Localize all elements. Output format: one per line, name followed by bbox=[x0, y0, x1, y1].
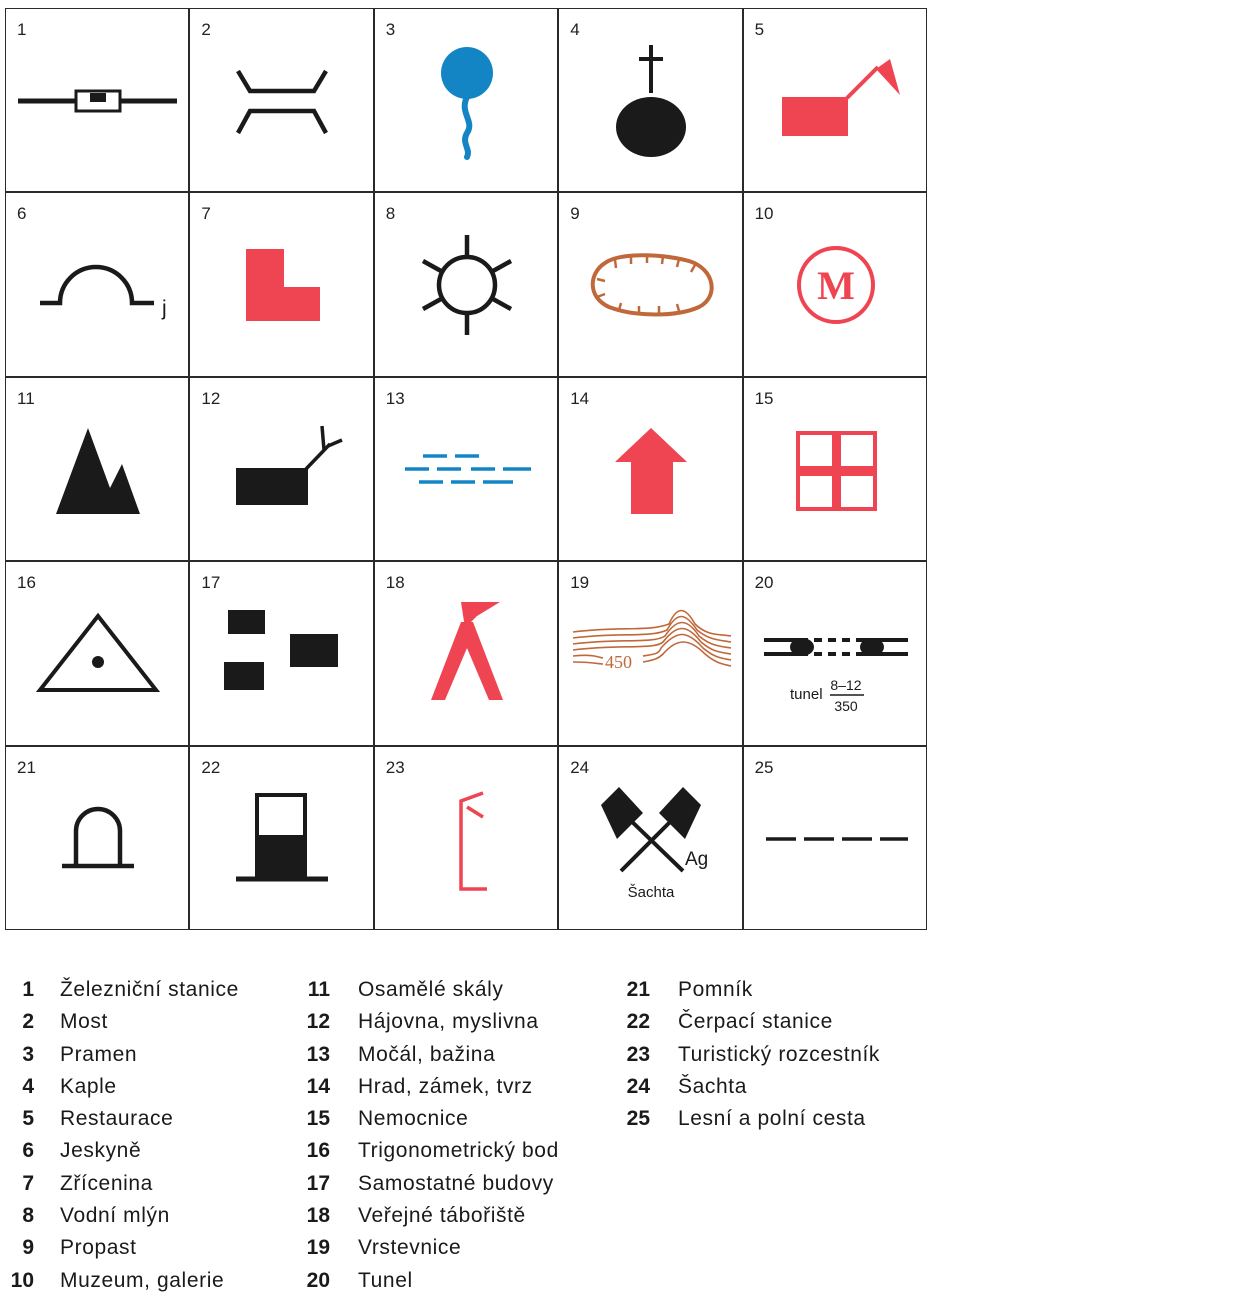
museum-label: M bbox=[816, 263, 855, 309]
legend-item bbox=[0, 1201, 300, 1233]
legend-item bbox=[0, 1169, 300, 1201]
legend-text: Muzeum, galerie bbox=[60, 1268, 225, 1292]
symbol-cell bbox=[5, 192, 189, 376]
symbol-cell bbox=[558, 377, 742, 561]
legend-text: Pramen bbox=[60, 1042, 138, 1066]
legend-item bbox=[290, 1169, 610, 1201]
legend-number: 7 bbox=[22, 1171, 34, 1195]
symbol-cell bbox=[189, 8, 373, 192]
legend-column bbox=[610, 975, 930, 1136]
symbol-number: 10 bbox=[754, 204, 774, 224]
tunnel-fraction-bottom: 350 bbox=[833, 698, 858, 715]
symbol-cell bbox=[558, 8, 742, 192]
legend-text: Restaurace bbox=[60, 1107, 174, 1131]
legend-text: Železniční stanice bbox=[60, 978, 239, 1001]
gamekeeper-lodge-icon bbox=[190, 378, 374, 562]
legend-number: 12 bbox=[306, 1010, 330, 1034]
legend-text: Tunel bbox=[358, 1268, 413, 1292]
symbol-number: 13 bbox=[385, 388, 405, 408]
symbol-number: 5 bbox=[754, 20, 765, 39]
symbol-number: 21 bbox=[17, 757, 36, 777]
legend-text: Most bbox=[60, 1010, 108, 1034]
tunnel-fraction-top: 8–12 bbox=[830, 677, 862, 694]
symbol-number: 4 bbox=[570, 20, 580, 39]
legend-item bbox=[0, 1040, 300, 1072]
symbol-number: 20 bbox=[754, 573, 774, 593]
legend-item bbox=[0, 1007, 300, 1039]
bridge-icon bbox=[190, 9, 374, 193]
water-mill-icon bbox=[375, 193, 559, 377]
symbol-number: 8 bbox=[385, 204, 396, 224]
legend-number: 18 bbox=[306, 1204, 330, 1228]
ruin-icon bbox=[190, 193, 374, 377]
symbol-cell bbox=[374, 561, 558, 745]
forest-path-icon bbox=[744, 747, 928, 931]
legend-text: Hájovna, myslivna bbox=[358, 1010, 539, 1034]
symbol-cell bbox=[189, 192, 373, 376]
legend-item bbox=[0, 1104, 300, 1136]
symbol-number: 22 bbox=[201, 757, 221, 777]
legend-number: 23 bbox=[626, 1042, 650, 1066]
symbol-number: 15 bbox=[754, 388, 774, 408]
symbol-cell bbox=[558, 746, 742, 930]
mine-label: Ag bbox=[685, 848, 709, 870]
sinkhole-icon bbox=[559, 193, 743, 377]
legend-text: Vodní mlýn bbox=[60, 1204, 170, 1228]
symbol-number: 7 bbox=[201, 204, 211, 224]
legend-number: 15 bbox=[306, 1107, 330, 1131]
symbol-cell bbox=[5, 8, 189, 192]
legend-number: 1 bbox=[22, 978, 34, 1001]
castle-icon bbox=[559, 378, 743, 562]
legend-item bbox=[610, 1104, 930, 1136]
rocks-icon bbox=[6, 378, 190, 562]
tunnel-label: tunel bbox=[789, 686, 823, 704]
legend-item bbox=[0, 1266, 300, 1298]
legend-item bbox=[290, 1136, 610, 1168]
symbol-number: 19 bbox=[570, 573, 590, 593]
legend-number: 25 bbox=[626, 1107, 650, 1131]
mine-sublabel: Šachta bbox=[627, 883, 675, 901]
legend-number: 4 bbox=[22, 1074, 34, 1098]
legend-text: Kaple bbox=[60, 1074, 117, 1098]
legend-column bbox=[290, 975, 610, 1298]
legend-item bbox=[610, 975, 930, 1007]
symbol-number: 12 bbox=[201, 388, 221, 408]
legend-text: Turistický rozcestník bbox=[678, 1042, 881, 1066]
signpost-icon bbox=[375, 747, 559, 931]
campsite-icon bbox=[375, 562, 559, 746]
separate-buildings-icon bbox=[190, 562, 374, 746]
legend-item bbox=[610, 1040, 930, 1072]
legend-text: Jeskyně bbox=[60, 1139, 142, 1163]
legend-item bbox=[290, 975, 610, 1007]
legend-item bbox=[0, 1136, 300, 1168]
legend bbox=[0, 975, 1237, 1295]
hospital-icon bbox=[744, 378, 928, 562]
symbol-number: 18 bbox=[385, 573, 405, 593]
swamp-icon bbox=[375, 378, 559, 562]
legend-text: Lesní a polní cesta bbox=[678, 1107, 866, 1131]
legend-text: Hrad, zámek, tvrz bbox=[358, 1074, 533, 1098]
legend-item bbox=[290, 1104, 610, 1136]
legend-item bbox=[290, 1233, 610, 1265]
symbol-cell bbox=[374, 192, 558, 376]
symbol-number: 9 bbox=[570, 204, 580, 224]
legend-text: Vrstevnice bbox=[358, 1236, 462, 1260]
symbol-cell bbox=[374, 8, 558, 192]
legend-number: 5 bbox=[22, 1107, 34, 1131]
legend-text: Samostatné budovy bbox=[358, 1171, 554, 1195]
legend-number: 21 bbox=[626, 978, 650, 1001]
railway-station-icon bbox=[6, 9, 190, 193]
symbol-grid bbox=[5, 8, 927, 930]
legend-number: 6 bbox=[22, 1139, 34, 1163]
petrol-station-icon bbox=[190, 747, 374, 931]
symbol-cell bbox=[189, 377, 373, 561]
spring-icon bbox=[375, 9, 559, 193]
symbol-number: 23 bbox=[385, 757, 405, 777]
legend-text: Pomník bbox=[678, 978, 753, 1001]
mine-shaft-icon bbox=[559, 747, 743, 931]
legend-text: Zřícenina bbox=[60, 1171, 153, 1195]
cave-icon bbox=[6, 193, 190, 377]
symbol-cell bbox=[743, 561, 927, 745]
cave-label: j bbox=[162, 297, 167, 321]
legend-item bbox=[290, 1072, 610, 1104]
legend-item bbox=[290, 1201, 610, 1233]
symbol-cell bbox=[5, 377, 189, 561]
legend-number: 22 bbox=[626, 1010, 650, 1034]
legend-number: 10 bbox=[10, 1268, 34, 1292]
legend-item bbox=[290, 1040, 610, 1072]
legend-number: 19 bbox=[306, 1236, 330, 1260]
symbol-cell bbox=[558, 192, 742, 376]
legend-number: 8 bbox=[22, 1204, 34, 1228]
symbol-cell bbox=[558, 561, 742, 745]
contour-lines-icon bbox=[559, 562, 743, 746]
legend-text: Čerpací stanice bbox=[678, 1010, 833, 1034]
legend-text: Veřejné tábořiště bbox=[358, 1204, 526, 1228]
legend-item bbox=[290, 1007, 610, 1039]
legend-text: Močál, bažina bbox=[358, 1042, 496, 1066]
legend-item bbox=[610, 1072, 930, 1104]
symbol-number: 3 bbox=[385, 20, 396, 39]
legend-number: 13 bbox=[306, 1042, 330, 1066]
monument-icon bbox=[6, 747, 190, 931]
legend-text: Trigonometrický bod bbox=[358, 1139, 559, 1163]
symbol-cell bbox=[374, 377, 558, 561]
symbol-cell bbox=[189, 561, 373, 745]
symbol-number: 1 bbox=[17, 20, 27, 39]
legend-number: 14 bbox=[306, 1074, 330, 1098]
symbol-cell bbox=[743, 377, 927, 561]
symbol-number: 6 bbox=[17, 204, 27, 224]
trig-point-icon bbox=[6, 562, 190, 746]
symbol-cell bbox=[374, 746, 558, 930]
legend-item bbox=[290, 1266, 610, 1298]
symbol-cell bbox=[5, 746, 189, 930]
symbol-number: 17 bbox=[201, 573, 221, 593]
tunnel-icon bbox=[744, 562, 928, 746]
symbol-number: 16 bbox=[17, 573, 36, 593]
contour-label: 450 bbox=[605, 652, 633, 673]
legend-text: Propast bbox=[60, 1236, 137, 1260]
legend-number: 20 bbox=[306, 1268, 330, 1292]
symbol-number: 25 bbox=[754, 757, 774, 777]
legend-item bbox=[610, 1007, 930, 1039]
museum-icon bbox=[744, 193, 928, 377]
legend-column bbox=[0, 975, 300, 1298]
legend-number: 11 bbox=[307, 978, 330, 1001]
legend-number: 3 bbox=[22, 1042, 34, 1066]
restaurant-icon bbox=[744, 9, 928, 193]
legend-number: 2 bbox=[22, 1010, 34, 1034]
legend-item bbox=[0, 1072, 300, 1104]
legend-number: 9 bbox=[22, 1236, 34, 1260]
symbol-number: 14 bbox=[570, 388, 590, 408]
legend-number: 24 bbox=[626, 1074, 650, 1098]
legend-item bbox=[0, 1233, 300, 1265]
symbol-cell bbox=[743, 8, 927, 192]
symbol-cell bbox=[189, 746, 373, 930]
legend-item bbox=[0, 975, 300, 1007]
legend-text: Osamělé skály bbox=[358, 978, 504, 1001]
symbol-cell bbox=[743, 746, 927, 930]
legend-text: Šachta bbox=[678, 1074, 747, 1098]
symbol-cell bbox=[5, 561, 189, 745]
symbol-cell bbox=[743, 192, 927, 376]
chapel-icon bbox=[559, 9, 743, 193]
legend-text: Nemocnice bbox=[358, 1107, 469, 1131]
symbol-number: 2 bbox=[201, 20, 211, 39]
legend-number: 16 bbox=[306, 1139, 330, 1163]
symbol-number: 11 bbox=[17, 388, 35, 408]
legend-number: 17 bbox=[306, 1171, 330, 1195]
symbol-number: 24 bbox=[570, 757, 590, 777]
